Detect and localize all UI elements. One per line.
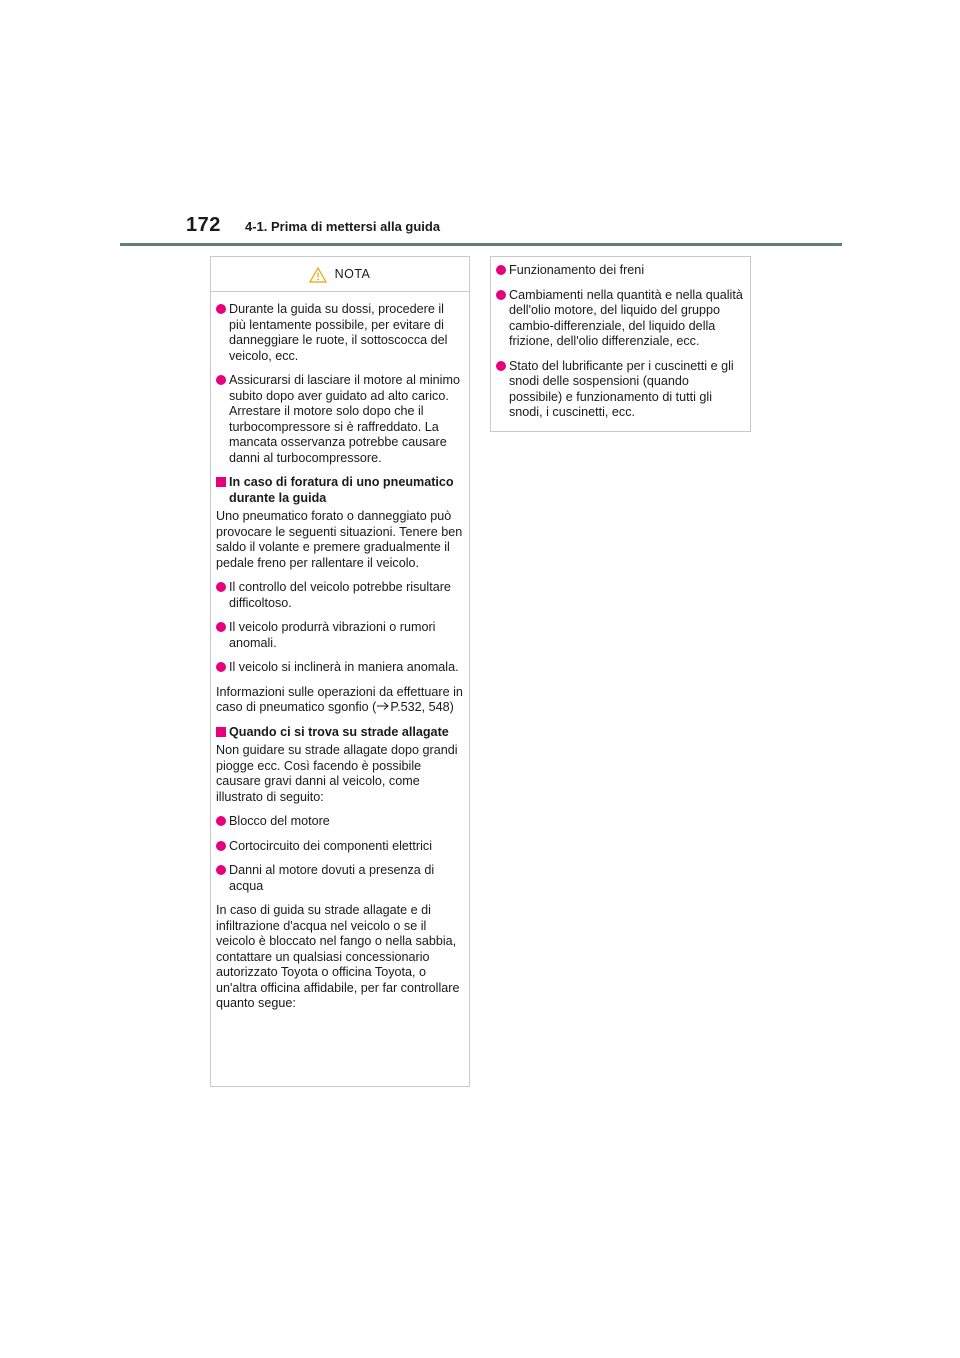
list-item bbox=[216, 620, 463, 651]
list-item bbox=[216, 580, 463, 611]
paragraph: Uno pneumatico forato o danneggiato può provocare le seguenti situazioni. Tenere ben saldo il volante e premere gradualmente il pedale freno per rallentare il veicolo. bbox=[216, 509, 463, 570]
list-item-text: Stato del lubrificante per i cuscinetti e gli snodi delle sospensioni (quando possibile) e funzionamento di tutti gli snodi, i cuscinetti, ecc. bbox=[509, 358, 734, 419]
section-title: 4-1. Prima di mettersi alla guida bbox=[245, 219, 441, 234]
bullet-dot-icon bbox=[216, 304, 226, 314]
page-number: 172 bbox=[186, 214, 221, 236]
list-item-text: Funzionamento dei freni bbox=[509, 263, 645, 277]
bullet-dot-icon bbox=[216, 375, 226, 385]
paragraph: Non guidare su strade allagate dopo grandi piogge ecc. Così facendo è possibile causare gravi danni al veicolo, come illustrato di seguito: bbox=[216, 743, 458, 804]
square-bullet-icon bbox=[216, 477, 226, 487]
note-box-left bbox=[210, 256, 470, 1087]
subheading-text: In caso di foratura di uno pneumatico durante la guida bbox=[229, 475, 454, 505]
subheading bbox=[216, 725, 463, 741]
list-item bbox=[216, 660, 463, 676]
warning-triangle-icon bbox=[309, 267, 327, 283]
list-item-text: Cambiamenti nella quantità e nella qualità dell'olio motore, del liquido del gruppo cambio-differenziale, del liquido della frizione, dell'olio differenziale, ecc. bbox=[509, 287, 743, 348]
paragraph-text: Informazioni sulle operazioni da effettuare in caso di pneumatico sgonfio ( bbox=[216, 684, 463, 714]
bullet-dot-icon bbox=[496, 290, 506, 300]
note-box-right bbox=[490, 256, 751, 432]
note-divider bbox=[211, 291, 469, 292]
bullet-dot-icon bbox=[216, 865, 226, 875]
bullet-dot-icon bbox=[216, 816, 226, 826]
square-bullet-icon bbox=[216, 727, 226, 737]
bullet-dot-icon bbox=[216, 622, 226, 632]
list-item bbox=[216, 863, 463, 894]
paragraph: In caso di guida su strade allagate e di infiltrazione d'acqua nel veicolo o se il veicolo è bloccato nel fango o nella sabbia, contattare un qualsiasi concessionario autorizzato Toyota o officina Toyota, o un'altra officina affidabile, per far controllare quanto segue: bbox=[216, 903, 460, 1010]
bullet-dot-icon bbox=[216, 662, 226, 672]
bullet-dot-icon bbox=[216, 841, 226, 851]
list-item bbox=[216, 373, 463, 466]
note-title: NOTA bbox=[334, 267, 371, 282]
arrow-right-icon bbox=[376, 701, 390, 711]
paragraph bbox=[216, 685, 463, 716]
bullet-dot-icon bbox=[496, 265, 506, 275]
list-item bbox=[216, 839, 463, 855]
header-rule bbox=[120, 243, 842, 246]
subheading-text: Quando ci si trova su strade allagate bbox=[229, 724, 449, 739]
bullet-dot-icon bbox=[496, 361, 506, 371]
list-item-text: Il veicolo si inclinerà in maniera anomala. bbox=[229, 660, 459, 674]
bullet-dot-icon bbox=[216, 582, 226, 592]
list-item-text: Durante la guida su dossi, procedere il più lentamente possibile, per evitare di danneggiare le ruote, il sottoscocca del veicolo, ecc. bbox=[229, 302, 448, 363]
list-item bbox=[496, 263, 744, 279]
list-item-text: Il veicolo produrrà vibrazioni o rumori anomali. bbox=[229, 620, 436, 650]
list-item-text: Blocco del motore bbox=[229, 814, 330, 828]
list-item-text: Assicurarsi di lasciare il motore al minimo subito dopo aver guidato ad alto carico. Arrestare il motore solo dopo che il turbocompressore si è raffreddato. La mancata osservanza potrebbe causare danni al turbocompressore. bbox=[229, 373, 460, 465]
note-header bbox=[216, 265, 463, 285]
list-item bbox=[216, 814, 463, 830]
list-item-text: Il controllo del veicolo potrebbe risultare difficoltoso. bbox=[229, 580, 451, 610]
list-item bbox=[496, 359, 744, 421]
list-item-text: Danni al motore dovuti a presenza di acqua bbox=[229, 863, 435, 893]
page-reference-link[interactable]: P.532, 548) bbox=[390, 700, 454, 714]
subheading bbox=[216, 475, 463, 506]
list-item bbox=[216, 302, 463, 364]
list-item-text: Cortocircuito dei componenti elettrici bbox=[229, 838, 432, 853]
list-item bbox=[496, 288, 744, 350]
